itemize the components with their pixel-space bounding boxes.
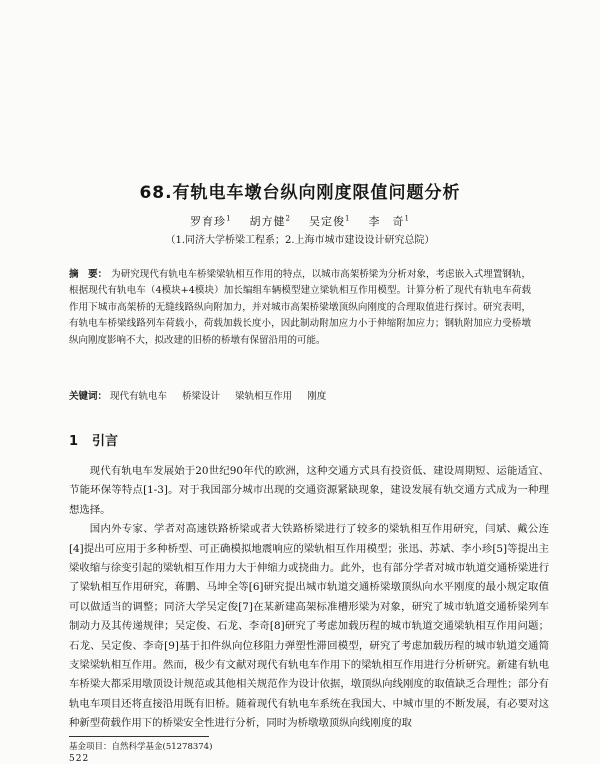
body-paragraph: 国内外专家、学者对高速铁路桥梁或者大铁路桥梁进行了较多的梁轨相互作用研究，闫斌、戴公连[4]提出可应用于多种桥型、可正确模拟地震响应的梁轨相互作用模型；张迅、苏斌、李小珍[5]等提出主梁收缩与徐变引起的梁轨相互作用力大于伸缩力或挠曲力。此外，也有部分学者对城市轨道交通桥梁进行了梁轨相互作用研究，蒋鹏、马坤全等[6]研究提出城市轨道交通桥梁墩顶纵向水平刚度的最小规定取值可以做适当的调整；同济大学吴定俊[7]在某新建高架标准槽形梁为对象，研究了城市轨道交通桥梁列车制动力及其传递规律；吴定俊、石龙、李奇[8]研究了考虑加载历程的城市轨道交通梁轨相互作用问题；石龙、吴定俊、李奇[9]基于扣件纵向位移阻力弹塑性滞回模型，研究了考虑加载历程的城市轨道交通简支梁梁轨相互作用。然而，极少有文献对现代有轨电车作用下的梁轨相互作用进行分析研究。新建有轨电车桥梁大都采用墩顶设计规范或其他相关规范作为设计依据，墩顶纵向线刚度的取值缺乏合理性；部分有轨电车项目还将直接沿用既有旧桥。随着现代有轨电车系统在我国大、中城市里的不断发展，有必要对这种新型荷载作用下的桥梁安全性进行分析，同时为桥墩墩顶纵向线刚度的取	[69, 523, 549, 730]
keyword: 现代有轨电车	[110, 391, 168, 402]
author-affil-mark: 2	[285, 214, 291, 223]
keywords-label: 关键词：	[69, 391, 108, 402]
abstract-text: 为研究现代有轨电车桥梁梁轨相互作用的特点，以城市高架桥梁为分析对象，考虑嵌入式埋置钢轨，根据现代有轨电车（4模块+4模块）加长编组车辆模型建立梁轨相互作用模型。计算分析了现代有轨电车荷载作用下城市高架桥的无缝线路纵向附加力，并对城市高架桥梁墩顶纵向刚度的合理取值进行探讨。研究表明，有轨电车桥梁线路列车荷载小，荷载加载长度小，因此制动附加应力小于伸缩附加应力；钢轨附加应力受桥墩纵向刚度影响不大，拟改建的旧桥的桥墩有保留沿用的可能。	[69, 269, 531, 346]
affiliation: （1.同济大学桥梁工程系；2.上海市城市建设设计研究总院）	[165, 235, 435, 246]
footnote: 基金项目：自然科学基金(51278374)	[69, 742, 213, 752]
keyword: 刚度	[307, 391, 327, 402]
section-number: 1	[69, 434, 79, 449]
section-heading	[69, 430, 118, 449]
keyword: 梁轨相互作用	[235, 391, 293, 402]
body-text	[69, 462, 549, 734]
author-list	[0, 213, 600, 229]
body-paragraph: 现代有轨电车发展始于20世纪90年代的欧洲，这种交通方式具有投资低、建设周期短、运能适宜、节能环保等特点[1-3]。对于我国部分城市出现的交通资源紧缺现象，建设发展有轨交通方式成为一种理想选择。	[69, 465, 549, 516]
author-name: 李 奇	[368, 215, 405, 228]
abstract	[69, 267, 531, 349]
abstract-label: 摘 要：	[69, 269, 108, 280]
author-affil-mark: 1	[404, 214, 410, 223]
paper-title: 68.有轨电车墩台纵向刚度限值问题分析	[139, 183, 461, 203]
author-name: 吴定俊	[309, 215, 345, 228]
footnote-divider	[69, 736, 209, 737]
author-name: 罗育珍	[190, 215, 227, 228]
section-title: 引言	[92, 434, 119, 449]
keywords	[69, 388, 531, 402]
author-name: 胡方健	[249, 215, 286, 228]
author-affil-mark: 1	[345, 214, 351, 223]
author-affil-mark: 1	[226, 214, 232, 223]
keyword: 桥梁设计	[182, 391, 221, 402]
page-number: 522	[69, 754, 90, 764]
